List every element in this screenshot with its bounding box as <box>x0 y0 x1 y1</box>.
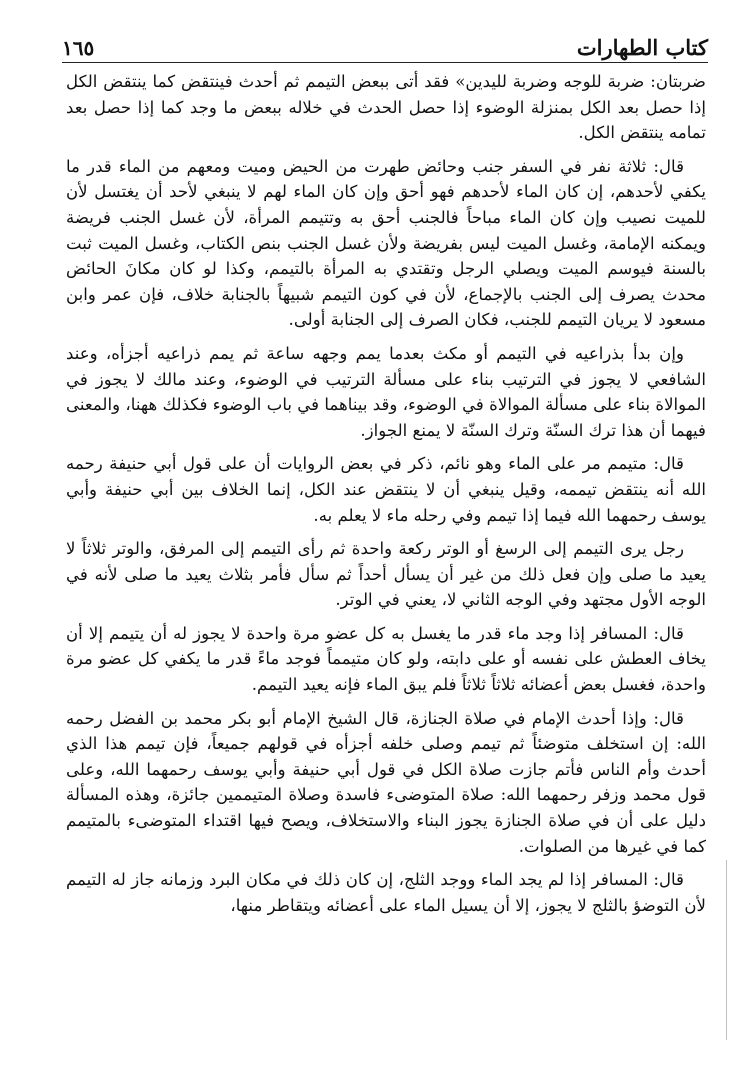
paragraph-2: قال: ثلاثة نفر في السفر جنب وحائض طهرت من الحيض وميت ومعهم من الماء قدر ما يكفي لأحدهم، إن كان الماء لأحدهم فهو أحق وإن كان الماء لهم لا ينبغي لأحد أن يغتسل لأن للميت نصيب وإن كان الماء مباحاً فالجنب أحق به وتتيمم المرأة، لأن غسل الجنب فريضة ويمكنه الإمامة، وغسل الميت ليس بفريضة ولأن غسل الجنب بنص الكتاب، وغسل الميت ثبت بالسنة فيوسم الميت ويصلي الرجل وتقتدي به المرأة بالتيمم، وكذا لو كان مكانَ الحائض محدث يصرف إلى الجنب بالإجماع، لأن في كون التيمم شبيهاً بالجنابة خلاف، فإن عمر وابن مسعود لا يريان التيمم للجنب، فكان الصرف إلى الجنابة أولى. <box>66 156 706 330</box>
paragraph-7: قال: وإذا أحدث الإمام في صلاة الجنازة، قال الشيخ الإمام أبو بكر محمد بن الفضل رحمه الله: إن استخلف متوضئاً ثم تيمم وصلى خلفه أجزأه في قولهم جميعاً، فإن تيمم هذا الذي أحدث وأم الناس فأتم جازت صلاة الكل في قول أبي حنيفة وأبي يوسف رحمهما الله، وعلى قول محمد وزفر رحمهما الله: صلاة المتوضىء فاسدة وصلاة المتيممين جائزة، وهذه المسألة دليل على أن في صلاة الجنازة يجوز البناء والاستخلاف، ويصح فيها اقتداء المتوضىء بالمتيمم كما في غيرها من الصلوات. <box>66 708 706 856</box>
paragraph-3: وإن بدأ بذراعيه في التيمم أو مكث بعدما يمم وجهه ساعة ثم يمم ذراعيه أجزأه، وعند الشافعي لا يجوز في الترتيب بناء على مسألة الترتيب في الوضوء، وعند مالك لا يجوز في الموالاة بناء على مسألة الموالاة في الوضوء، وقد بيناهما في باب الوضوء فكذلك ههنا، والمعنى فيهما أن هذا ترك السنّة وترك السنّة لا يمنع الجواز. <box>66 343 706 440</box>
paragraph-4: قال: متيمم مر على الماء وهو نائم، ذكر في بعض الروايات أن على قول أبي حنيفة رحمه الله أنه ينتقض تيممه، وقيل ينبغي أن لا ينتقض عند الكل، إنما الخلاف بين أبي حنيفة وأبي يوسف رحمهما الله فيما إذا تيمم وفي رحله ماء لا يعلم به. <box>66 454 706 525</box>
page-edge-mark <box>726 860 727 1040</box>
book-title: كتاب الطهارات <box>576 35 708 60</box>
paragraph-6: قال: المسافر إذا وجد ماء قدر ما يغسل به كل عضو مرة واحدة لا يجوز له أن يتيمم إلا أن يخاف العطش على نفسه أو على دابته، ولو كان متيمماً فوجد ماءً قدر ما يكفي كل عضو مرة واحدة، فغسل بعض أعضائه ثلاثاً ثلاثاً فلم يبق الماء فإنه يعيد التيمم. <box>66 623 706 695</box>
header-rule <box>62 62 708 63</box>
paragraph-5: رجل يرى التيمم إلى الرسغ أو الوتر ركعة واحدة ثم رأى التيمم إلى المرفق، والوتر ثلاثاً لا يعيد ما صلى وإن فعل ذلك من غير أن يسأل أحداً ثم سأل فأمر بثلاث يعيد ما صلى لأنه في الوجه الأول مجتهد وفي الوجه الثاني لا، يعني في الوتر. <box>66 539 706 610</box>
page-body <box>66 66 706 923</box>
paragraph-1: ضربتان: ضربة للوجه وضربة لليدين» فقد أتى ببعض التيمم ثم أحدث فينتقض كما ينتقض الكل إذا حصل بعد الكل بمنزلة الوضوء إذا حصل الحدث في خلاله ببعض ما وجد كما إذا حصل بعد تمامه ينتقض الكل. <box>66 72 706 143</box>
running-header <box>62 30 708 60</box>
page-number: ١٦٥ <box>62 36 95 60</box>
paragraph-8: قال: المسافر إذا لم يجد الماء ووجد الثلج، إن كان ذلك في مكان البرد وزمانه جاز له التيمم لأن التوضؤ بالثلج لا يجوز، إلا أن يسيل الماء على أعضائه ويتقاطر منها، <box>66 870 706 915</box>
